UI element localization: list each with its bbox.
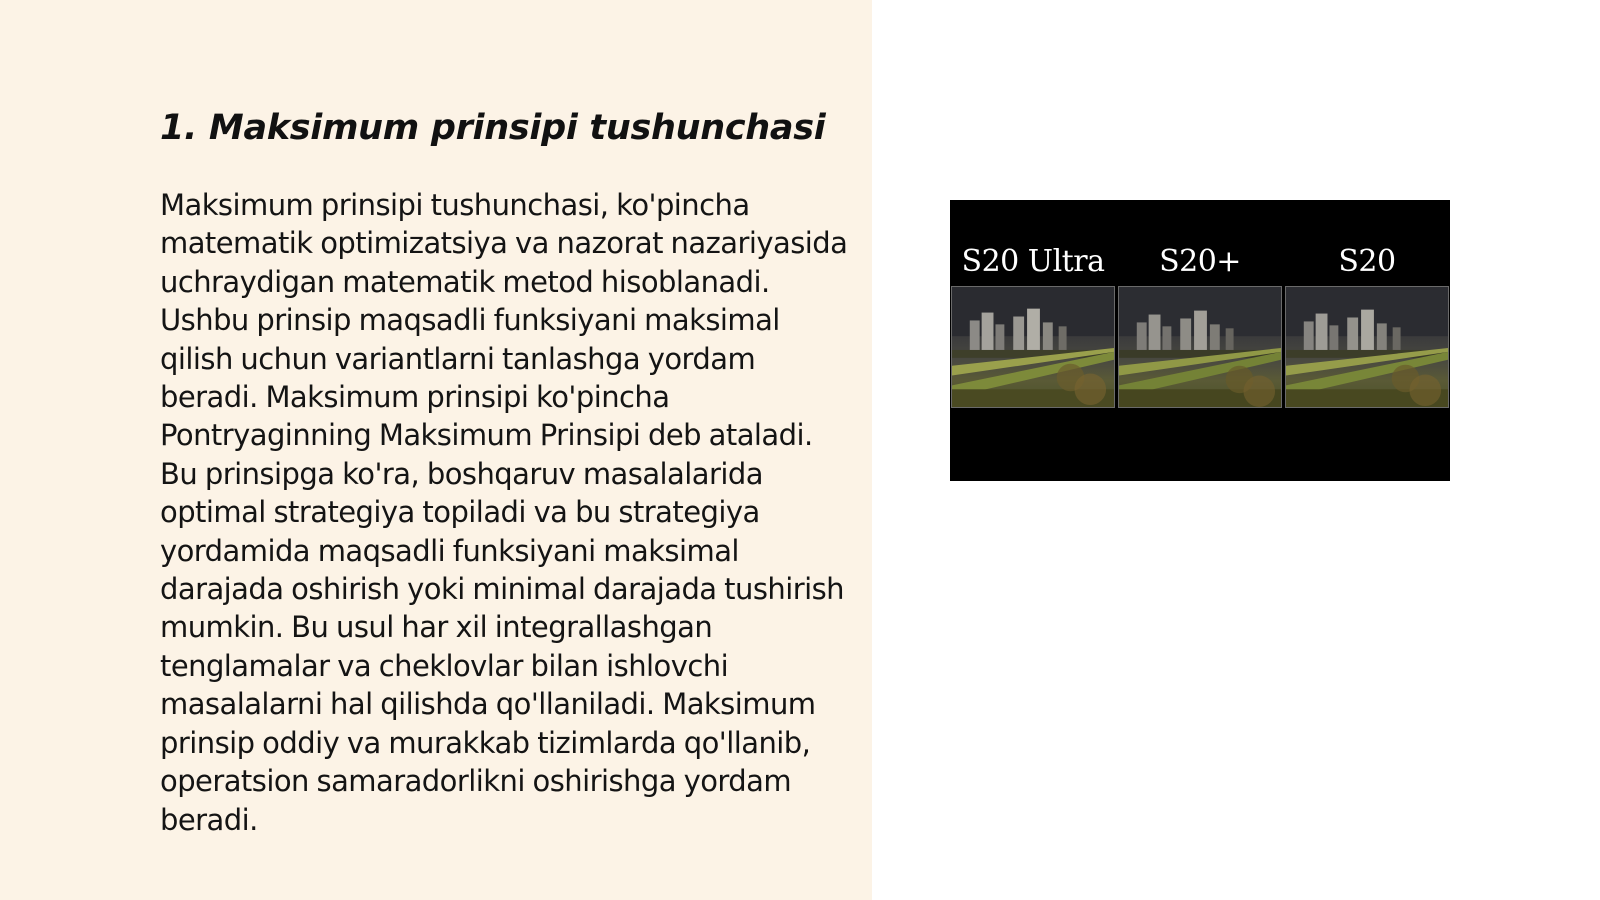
night-cityscape-photo-1 (951, 286, 1115, 408)
label-s20: S20 (1338, 244, 1396, 279)
label-s20-ultra: S20 Ultra (961, 244, 1105, 279)
camera-comparison-image (950, 200, 1450, 481)
night-cityscape-photo-3 (1285, 286, 1449, 408)
slide-title: 1. Maksimum prinsipi tushunchasi (160, 108, 826, 148)
body-paragraph: Maksimum prinsipi tushunchasi, ko'pincha matematik optimizatsiya va nazorat nazariyasida uchraydigan matematik metod hisoblanadi. Ushbu prinsip maqsadli funksiyani maksimal qilish uchun variantlarni tanlashga yordam beradi. Maksimum prinsipi ko'pincha Pontryaginning Maksimum Prinsipi deb ataladi. Bu prinsipga ko'ra, boshqaruv masalalarida optimal strategiya topiladi va bu strategiya yordamida maqsadli funksiyani maksimal darajada oshirish yoki minimal darajada tushirish mumkin. Bu usul har xil integrallashgan tenglamalar va cheklovlar bilan ishlovchi masalalarni hal qilishda qo'llaniladi. Maksimum prinsip oddiy va murakkab tizimlarda qo'llanib, operatsion samaradorlikni oshirishga yordam beradi. (160, 188, 848, 837)
label-s20-plus: S20+ (1159, 244, 1241, 279)
night-cityscape-photo-2 (1118, 286, 1282, 408)
